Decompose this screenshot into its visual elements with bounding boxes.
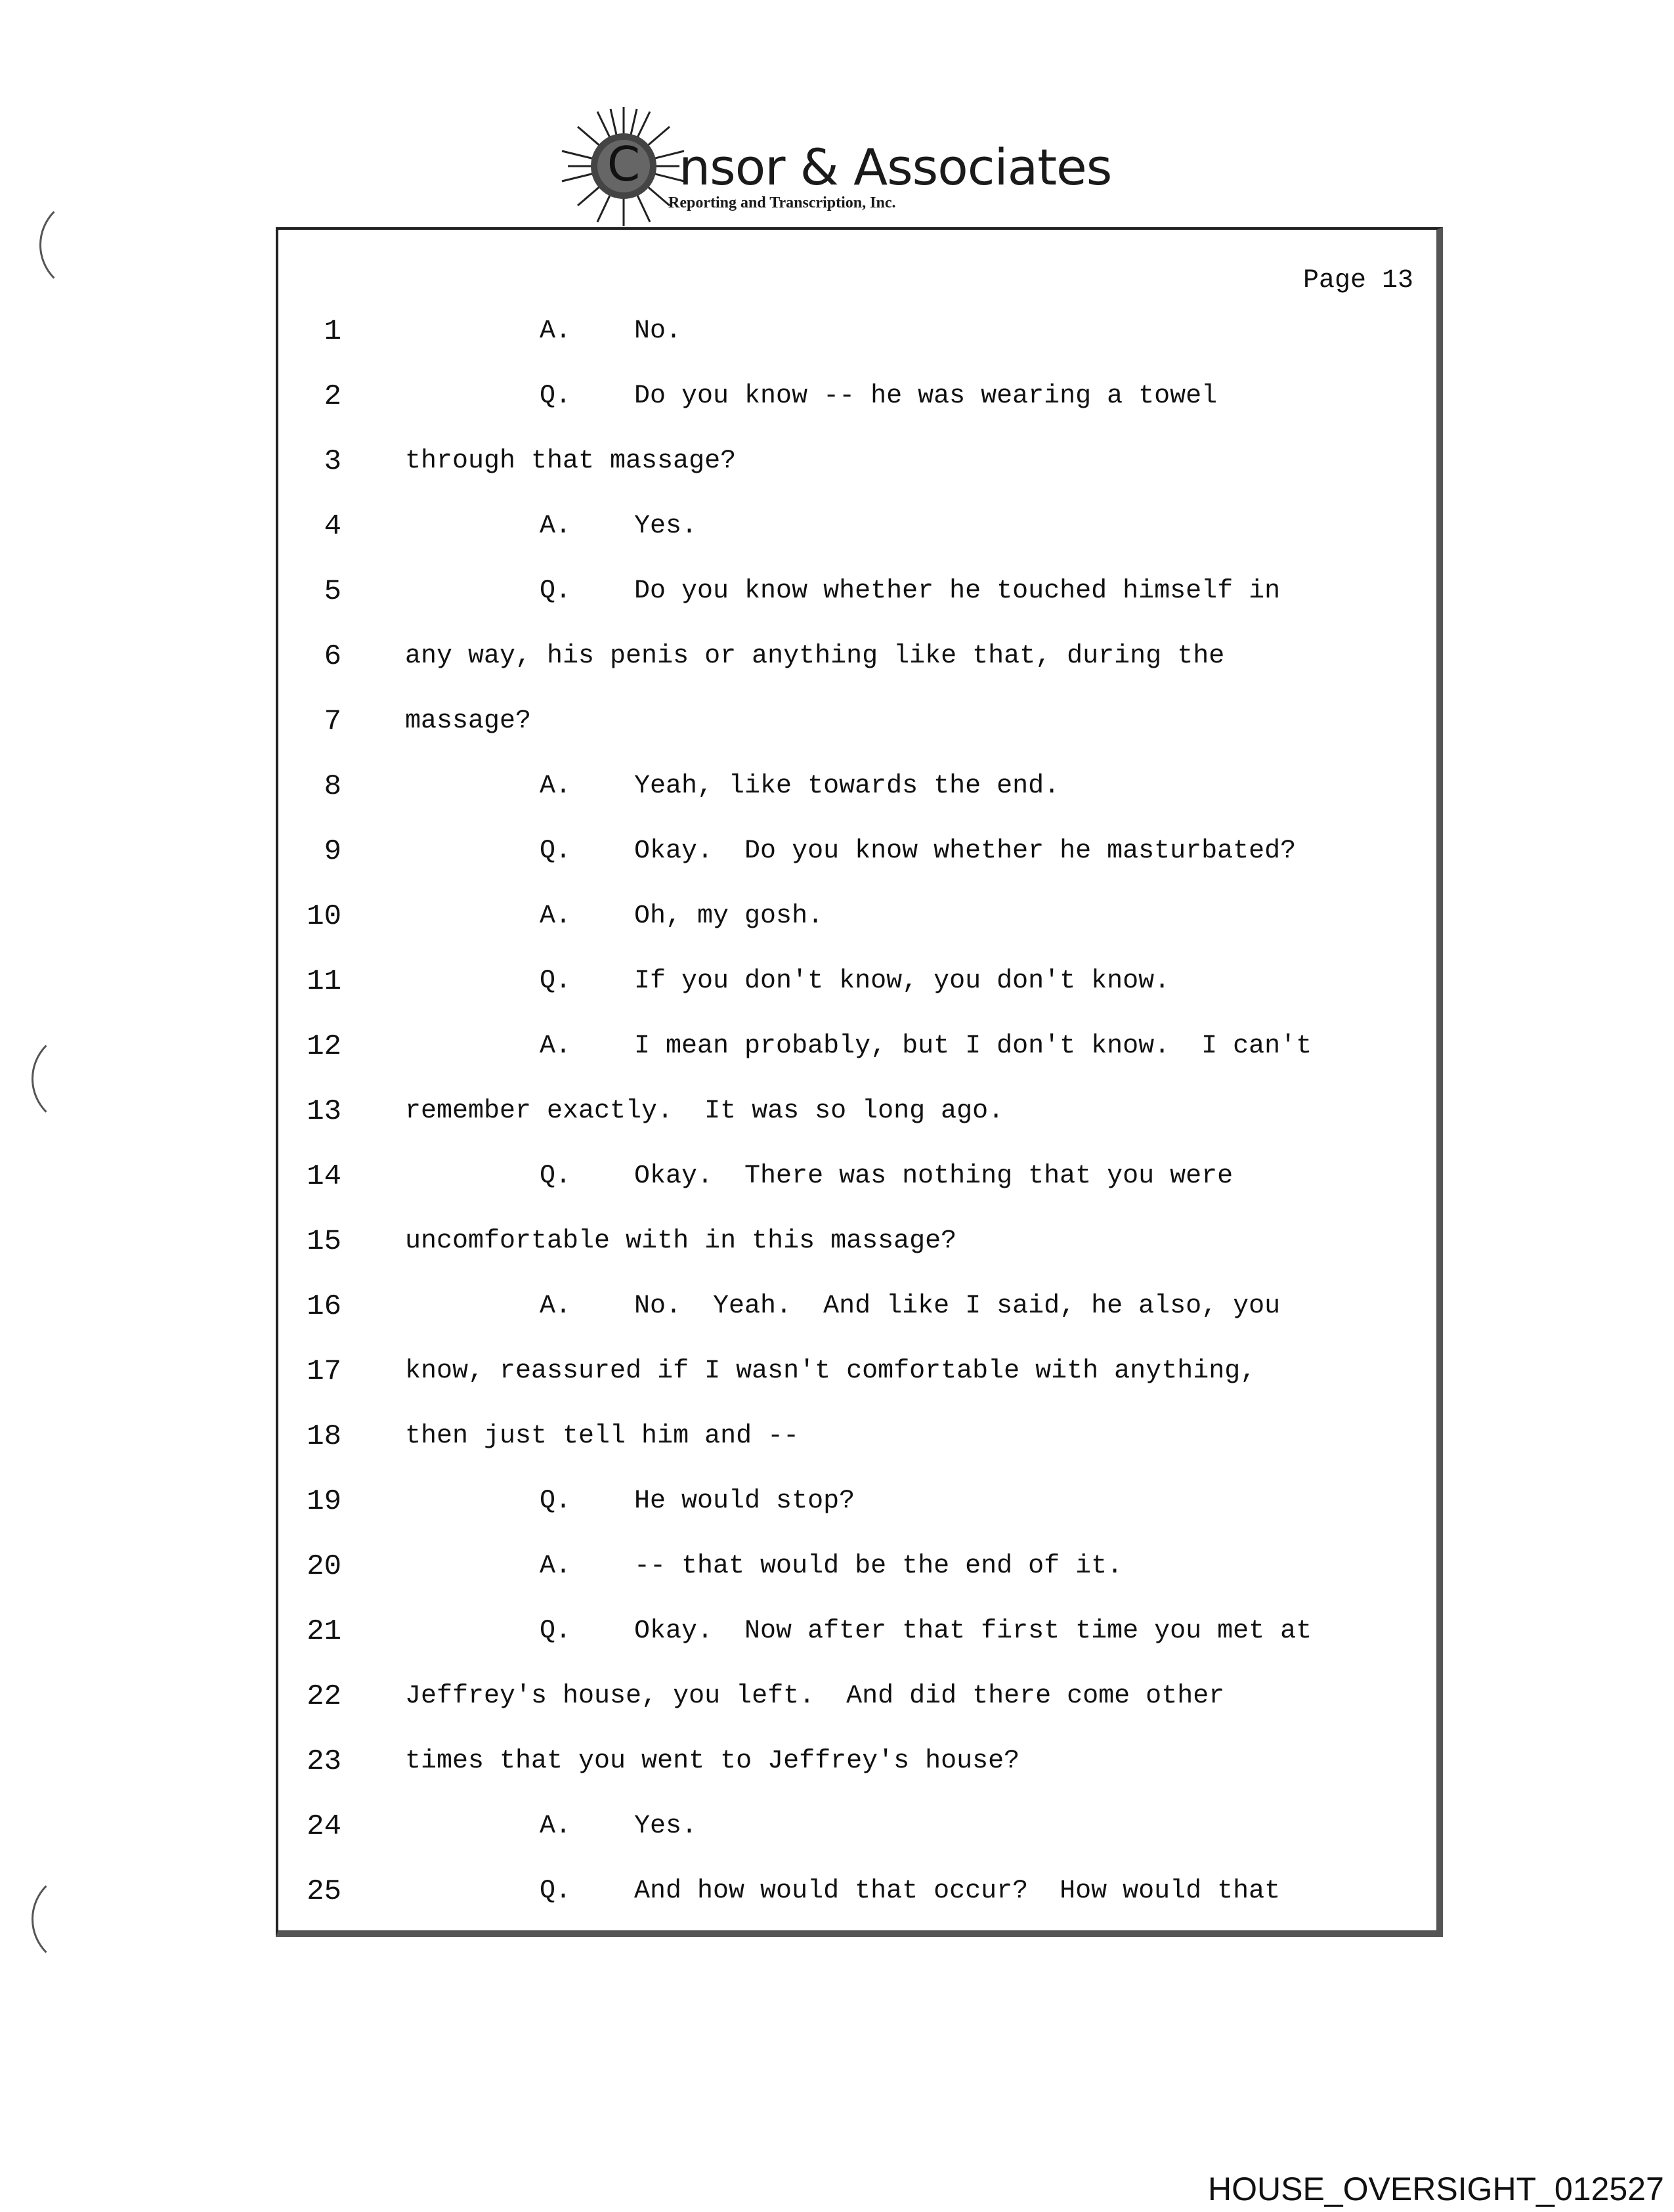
- transcript-line: Q. Okay. There was nothing that you were: [540, 1161, 1234, 1191]
- line-number: 16: [307, 1290, 341, 1323]
- transcript-line: then just tell him and --: [405, 1421, 800, 1451]
- page-number: Page 13: [1303, 266, 1414, 295]
- transcript-line: A. Yes.: [540, 511, 698, 541]
- transcript-line: A. Oh, my gosh.: [540, 901, 824, 931]
- line-number: 7: [324, 705, 341, 738]
- transcript-frame: [276, 227, 1443, 1937]
- transcript-line: through that massage?: [405, 446, 737, 476]
- line-number: 25: [307, 1875, 341, 1908]
- transcript-line: Q. Okay. Now after that first time you met at: [540, 1616, 1312, 1646]
- transcript-line: Q. And how would that occur? How would that: [540, 1876, 1281, 1906]
- line-number: 11: [307, 965, 341, 998]
- company-tagline: Reporting and Transcription, Inc.: [668, 194, 896, 211]
- line-number: 15: [307, 1225, 341, 1258]
- punch-hole-mark: [39, 197, 135, 293]
- line-number: 3: [324, 445, 341, 478]
- bates-number: HOUSE_OVERSIGHT_012527: [1208, 2171, 1664, 2207]
- transcript-line: A. I mean probably, but I don't know. I can't: [540, 1031, 1312, 1061]
- line-number: 24: [307, 1810, 341, 1843]
- transcript-line: A. Yes.: [540, 1811, 698, 1841]
- transcript-line: A. No.: [540, 316, 682, 346]
- transcript-line: know, reassured if I wasn't comfortable with anything,: [405, 1356, 1256, 1386]
- line-number: 18: [307, 1420, 341, 1453]
- line-number: 22: [307, 1680, 341, 1713]
- line-number: 5: [324, 575, 341, 608]
- line-number: 20: [307, 1550, 341, 1583]
- line-number: 10: [307, 900, 341, 933]
- line-number: 13: [307, 1095, 341, 1128]
- line-number: 19: [307, 1485, 341, 1518]
- line-number: 4: [324, 510, 341, 543]
- transcript-line: Jeffrey's house, you left. And did there come other: [405, 1681, 1225, 1711]
- line-number: 23: [307, 1745, 341, 1778]
- line-number: 12: [307, 1030, 341, 1063]
- line-number: 8: [324, 770, 341, 803]
- line-number: 6: [324, 640, 341, 673]
- transcript-line: Q. Do you know -- he was wearing a towel: [540, 381, 1218, 411]
- transcript-line: times that you went to Jeffrey's house?: [405, 1746, 1020, 1776]
- line-number: 2: [324, 380, 341, 413]
- line-number: 9: [324, 835, 341, 868]
- transcript-line: A. Yeah, like towards the end.: [540, 771, 1060, 801]
- transcript-line: A. -- that would be the end of it.: [540, 1551, 1123, 1581]
- line-number: 14: [307, 1160, 341, 1193]
- transcript-line: Q. If you don't know, you don't know.: [540, 966, 1170, 996]
- transcript-line: uncomfortable with in this massage?: [405, 1226, 957, 1256]
- transcript-line: A. No. Yeah. And like I said, he also, you: [540, 1291, 1281, 1321]
- transcript-line: Q. Do you know whether he touched himself in: [540, 576, 1281, 606]
- punch-hole-mark: [32, 1871, 127, 1967]
- line-number: 21: [307, 1615, 341, 1648]
- transcript-line: remember exactly. It was so long ago.: [405, 1096, 1004, 1126]
- line-number: 1: [324, 315, 341, 348]
- transcript-line: massage?: [405, 706, 532, 736]
- transcript-line: any way, his penis or anything like that, during the: [405, 641, 1225, 671]
- punch-hole-mark: [32, 1031, 127, 1127]
- line-number: 17: [307, 1355, 341, 1388]
- company-logo: [558, 104, 1112, 228]
- transcript-line: Q. He would stop?: [540, 1486, 855, 1516]
- transcript-line: Q. Okay. Do you know whether he masturbated?: [540, 836, 1297, 866]
- company-name: nsor & Associates: [679, 138, 1112, 196]
- svg-text:C: C: [607, 137, 641, 192]
